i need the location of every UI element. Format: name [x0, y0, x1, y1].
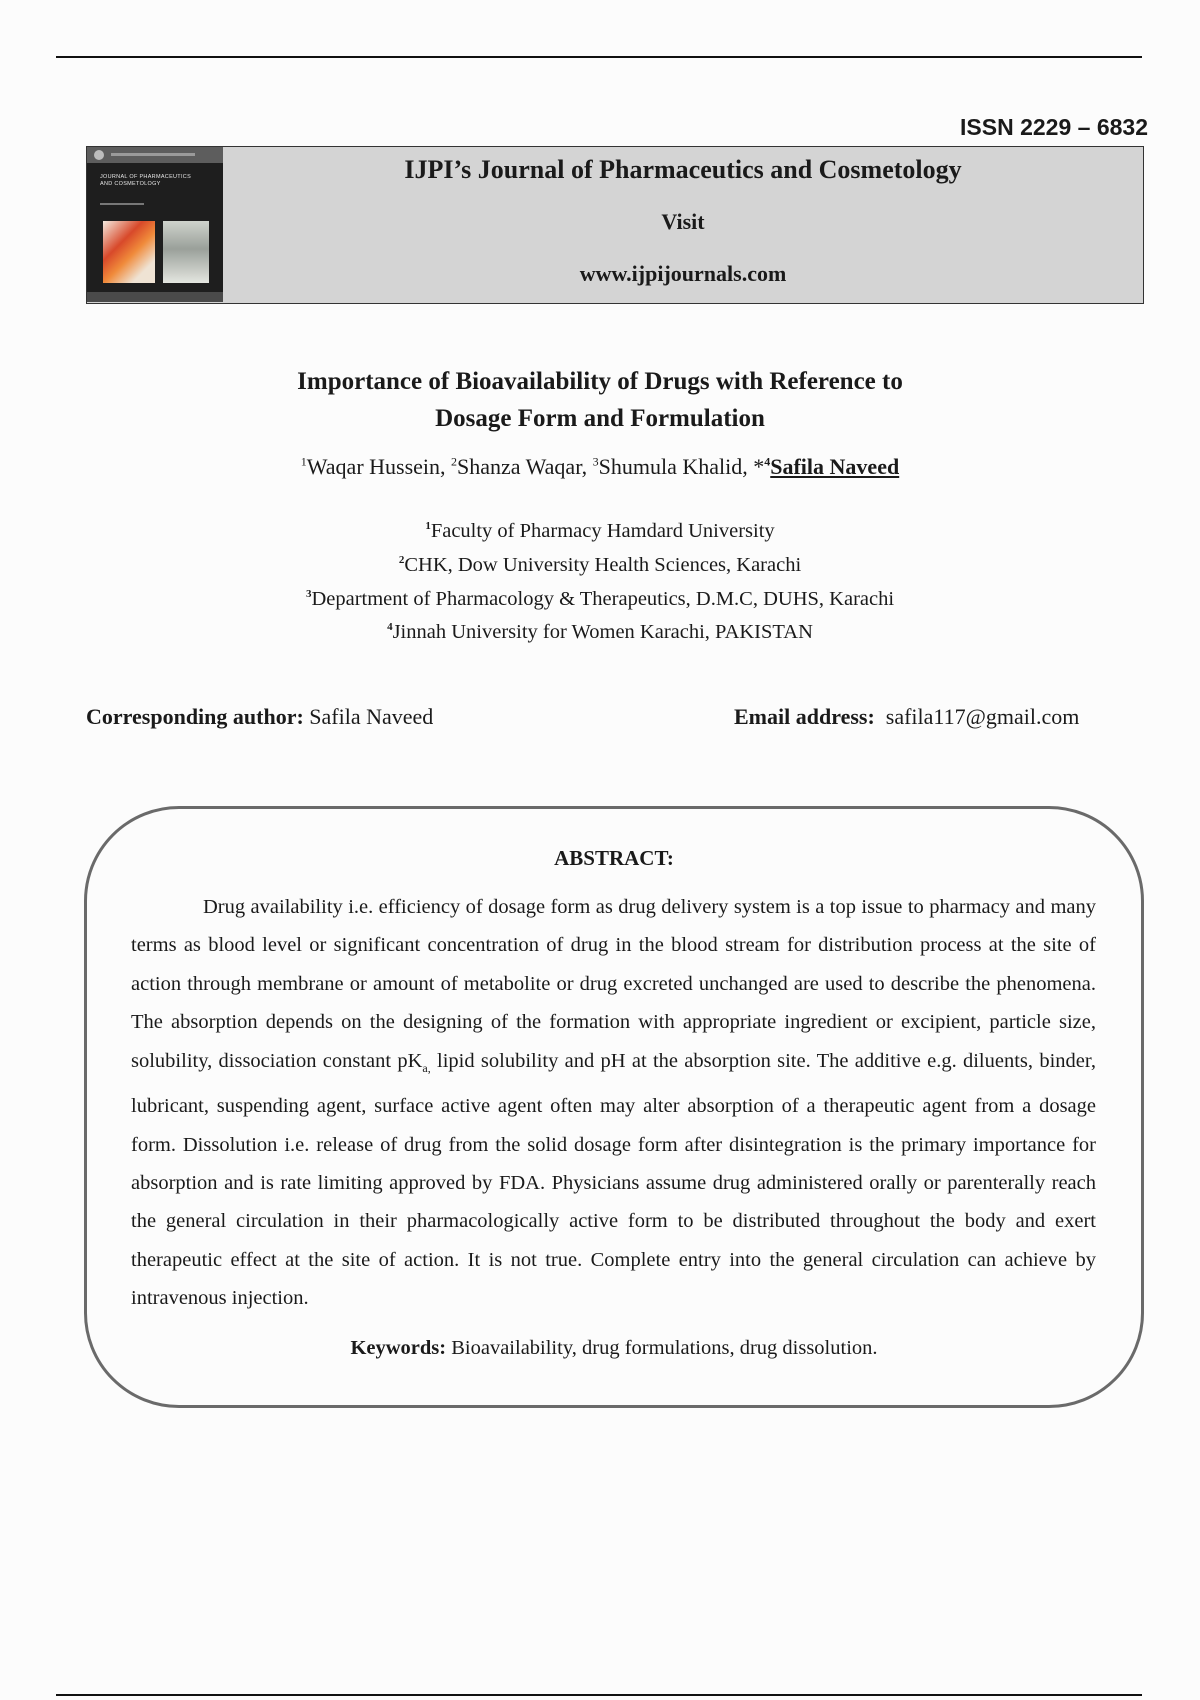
email-address	[734, 704, 1079, 730]
abstract-body	[131, 888, 1096, 1318]
issn-label: ISSN 2229 – 6832	[960, 114, 1148, 140]
affiliation-text: Faculty of Pharmacy Hamdard University	[430, 519, 775, 542]
author-3-marker: 3	[592, 454, 599, 469]
journal-website-link[interactable]: www.ijpijournals.com	[579, 261, 787, 286]
author-2: Shanza Waqar,	[457, 454, 593, 479]
paper-title-line-2: Dosage Form and Formulation	[435, 405, 765, 432]
abstract-subscript: a,	[422, 1060, 431, 1075]
cover-logo-icon	[94, 150, 104, 160]
cover-title: JOURNAL OF PHARMACEUTICS AND COSMETOLOGY	[100, 174, 192, 187]
journal-name: IJPI’s Journal of Pharmaceutics and Cosmetology	[404, 155, 962, 184]
abstract-heading: ABSTRACT:	[554, 846, 674, 870]
cover-header-strip	[87, 147, 223, 163]
paper-title-line-1: Importance of Bioavailability of Drugs with Reference to	[297, 368, 903, 395]
affiliation-marker: 4	[387, 621, 393, 634]
cover-divider	[100, 203, 144, 205]
abstract-text-continued: lipid solubility and pH at the absorption site. The additive e.g. diluents, binder, lubricant, suspending agent, surface active agent often may alter absorption of a therapeutic agent from a dosage form. Dissolution i.e. release of drug from the solid dosage form after disintegration is the primary importance for absorption and is rate limiting approved by FDA. Physicians assume drug administered orally or parenterally reach the general circulation in their pharmacologically active form to be distributed throughout the body and exert therapeutic effect at the site of action. It is not true. Complete entry into the general circulation can achieve by intravenous injection.	[131, 1049, 1096, 1310]
affiliation-marker: 2	[398, 553, 405, 566]
journal-banner	[86, 146, 1144, 304]
affiliation-text: Jinnah University for Women Karachi, PAKISTAN	[392, 621, 813, 644]
author-1-marker: 1	[300, 454, 307, 469]
author-3: Shumula Khalid,	[598, 454, 754, 479]
banner-text	[223, 147, 1143, 287]
abstract-text: Drug availability i.e. efficiency of dosage form as drug delivery system is a top issue to pharmacy and many terms as blood level or significant concentration of drug in the blood stream for distribution process at the site of action through membrane or amount of metabolite or drug excreted unchanged are used to describe the phenomena. The absorption depends on the designing of the formation with appropriate ingredient or excipient, particle size, solubility, dissociation constant pK	[131, 896, 1096, 1072]
journal-cover-image	[87, 147, 223, 302]
author-4-corresponding: Safila Naveed	[770, 454, 900, 479]
author-list	[100, 454, 1100, 480]
affiliation-text: Department of Pharmacology & Therapeutics, D.M.C, DUHS, Karachi	[311, 587, 895, 610]
corresponding-author-name: Safila Naveed	[303, 704, 434, 729]
top-rule	[56, 56, 1142, 58]
affiliation-text: CHK, Dow University Health Sciences, Karachi	[404, 553, 802, 576]
affiliation-item	[100, 580, 1100, 614]
email-link[interactable]: safila117@gmail.com	[874, 704, 1080, 729]
cover-pills-photo	[103, 221, 155, 283]
author-2-marker: 2	[451, 454, 458, 469]
author-4-marker: 4	[764, 454, 771, 469]
affiliation-item	[100, 512, 1100, 546]
affiliation-item	[100, 546, 1100, 580]
author-1: Waqar Hussein,	[306, 454, 452, 479]
paper-title	[100, 363, 1100, 437]
visit-label: Visit	[661, 209, 705, 234]
corresponding-asterisk: *	[753, 454, 765, 479]
email-label: Email address:	[734, 704, 875, 729]
affiliation-item	[100, 613, 1100, 647]
affiliation-marker: 3	[305, 587, 312, 600]
keywords	[84, 1337, 1144, 1360]
affiliation-list	[100, 512, 1100, 647]
cover-lab-equipment-photo	[163, 221, 209, 283]
keywords-text: Bioavailability, drug formulations, drug dissolution.	[446, 1337, 878, 1359]
bottom-rule	[56, 1694, 1142, 1696]
keywords-label: Keywords:	[350, 1337, 447, 1359]
corresponding-author	[86, 704, 433, 730]
affiliation-marker: 1	[425, 520, 431, 532]
cover-footer-strip	[87, 292, 223, 302]
corresponding-author-label: Corresponding author:	[86, 704, 304, 729]
